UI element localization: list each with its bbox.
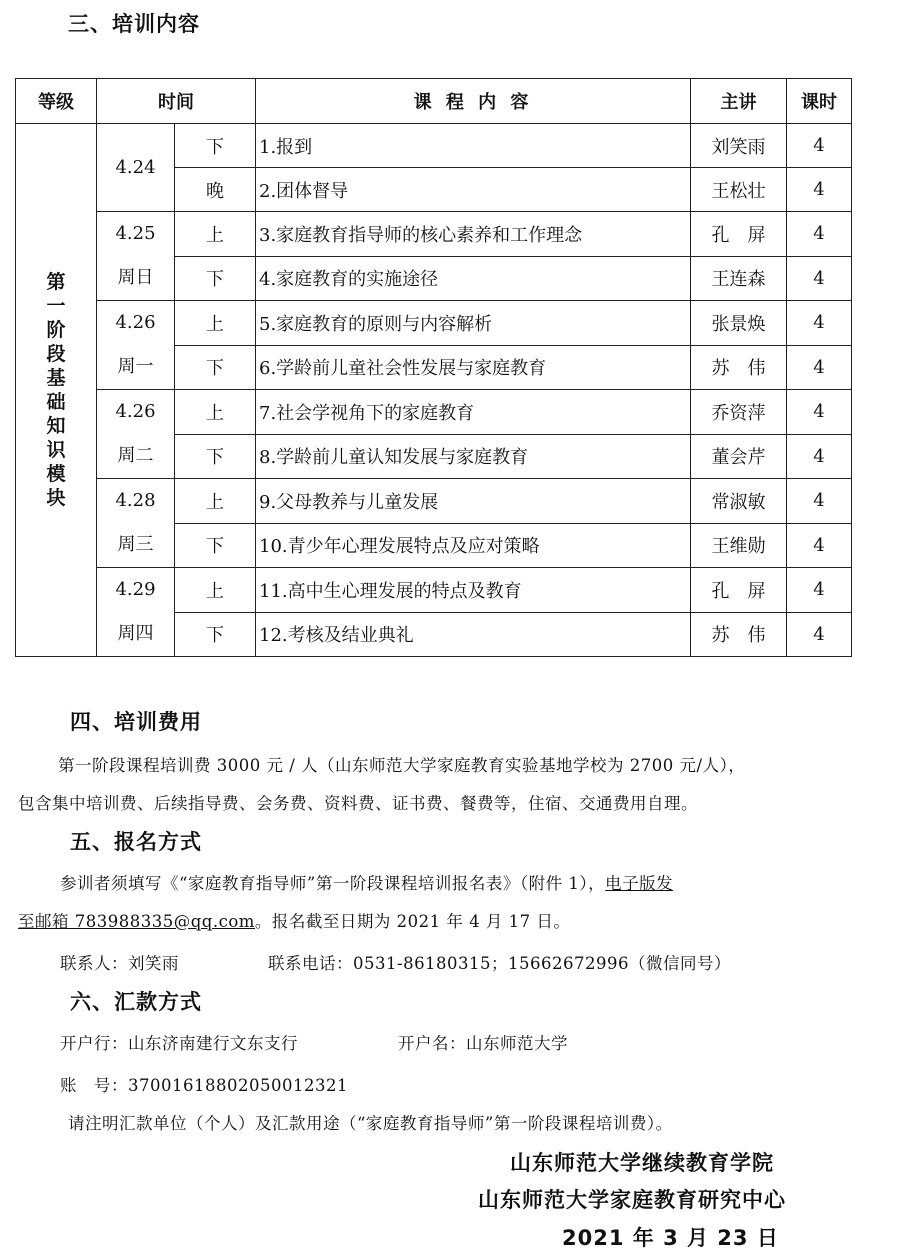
fee-line-1: 第一阶段课程培训费 3000 元 / 人（山东师范大学家庭教育实验基地学校为 2700 元/人）， [58,756,746,775]
period-cell: 下 [175,124,256,168]
period-cell: 上 [175,390,256,435]
hours-cell: 4 [787,168,852,212]
header-level: 等级 [16,79,97,124]
lecturer-cell: 董会芹 [691,434,787,479]
signature-org-2: 山东师范大学家庭教育研究中心 [478,1188,786,1212]
table-row [16,479,852,524]
day-cell [97,124,175,212]
lecturer-cell: 王连森 [691,256,787,301]
lecturer-cell: 孔 屏 [691,212,787,257]
stage-label: 第 一 阶 段 基 础 知 识 模 块 [46,271,66,509]
account-number: 账 号：37001618802050012321 [60,1076,348,1095]
day-weekday: 周三 [117,534,154,555]
period-cell: 下 [175,345,256,390]
registration-line-1 [60,870,673,894]
course-cell: 7.社会学视角下的家庭教育 [256,390,691,435]
lecturer-cell: 乔资萍 [691,390,787,435]
course-cell: 1.报到 [256,124,691,168]
day-cell [97,301,175,390]
hours-cell: 4 [787,479,852,524]
hours-cell: 4 [787,568,852,613]
table-row [16,568,852,613]
period-cell: 下 [175,612,256,657]
hours-cell: 4 [787,256,852,301]
fee-line-2: 包含集中培训费、后续指导费、会务费、资料费、证书费、餐费等，住宿、交通费用自理。 [18,794,698,813]
table-row [16,301,852,346]
day-weekday: 周日 [117,267,154,288]
day-date: 4.29 [115,579,156,600]
lecturer-cell: 张景焕 [691,301,787,346]
course-cell: 12.考核及结业典礼 [256,612,691,657]
contact-phone: 联系电话：0531-86180315；15662672996（微信同号） [268,954,732,973]
schedule-table [15,78,852,657]
lecturer-cell: 王松壮 [691,168,787,212]
day-weekday: 周一 [117,356,154,377]
signature-date: 2021 年 3 月 23 日 [562,1226,779,1250]
bank-name: 开户行：山东济南建行文东支行 [60,1034,298,1053]
section-3-title: 三、培训内容 [68,12,200,36]
period-cell: 下 [175,523,256,568]
day-cell [97,212,175,301]
section-4-title: 四、培训费用 [70,710,202,734]
hours-cell: 4 [787,301,852,346]
period-cell: 下 [175,434,256,479]
lecturer-cell: 苏 伟 [691,612,787,657]
course-cell: 5.家庭教育的原则与内容解析 [256,301,691,346]
course-cell: 9.父母教养与儿童发展 [256,479,691,524]
course-cell: 10.青少年心理发展特点及应对策略 [256,523,691,568]
lecturer-cell: 常淑敏 [691,479,787,524]
period-cell: 下 [175,256,256,301]
day-cell [97,568,175,657]
period-cell: 晚 [175,168,256,212]
hours-cell: 4 [787,345,852,390]
account-name: 开户名：山东师范大学 [398,1034,568,1053]
day-cell [97,390,175,479]
table-header-row [16,79,852,124]
day-weekday: 周二 [117,445,154,466]
day-cell [97,479,175,568]
course-cell: 4.家庭教育的实施途径 [256,256,691,301]
period-cell: 上 [175,212,256,257]
day-date: 4.26 [115,401,156,422]
lecturer-cell: 苏 伟 [691,345,787,390]
hours-cell: 4 [787,212,852,257]
hours-cell: 4 [787,523,852,568]
course-cell: 6.学龄前儿童社会性发展与家庭教育 [256,345,691,390]
header-lecturer: 主讲 [691,79,787,124]
registration-text: 参训者须填写《“家庭教育指导师”第一阶段课程培训报名表》（附件 1）， [60,874,606,893]
contact-person: 联系人：刘笑雨 [60,954,179,973]
deadline-text: 。报名截至日期为 2021 年 4 月 17 日。 [254,912,571,931]
hours-cell: 4 [787,434,852,479]
period-cell: 上 [175,301,256,346]
signature-org-1: 山东师范大学继续教育学院 [510,1151,774,1175]
section-6-title: 六、汇款方式 [70,990,202,1014]
table-row [16,124,852,168]
day-weekday: 周四 [117,623,154,644]
registration-line-2 [18,908,570,932]
day-date: 4.26 [115,312,156,333]
course-cell: 11.高中生心理发展的特点及教育 [256,568,691,613]
period-cell: 上 [175,479,256,524]
header-time: 时间 [97,79,256,124]
table-row [16,212,852,257]
period-cell: 上 [175,568,256,613]
hours-cell: 4 [787,612,852,657]
day-date: 4.25 [115,223,156,244]
course-cell: 8.学龄前儿童认知发展与家庭教育 [256,434,691,479]
email-link-part-2[interactable]: 至邮箱 783988335@qq.com [18,912,255,931]
hours-cell: 4 [787,390,852,435]
lecturer-cell: 孔 屏 [691,568,787,613]
course-cell: 2.团体督导 [256,168,691,212]
day-date: 4.28 [115,490,156,511]
stage-cell [16,124,97,657]
day-date: 4.24 [115,156,156,178]
email-link-part-1[interactable]: 电子版发 [605,874,674,893]
hours-cell: 4 [787,124,852,168]
header-content: 课 程 内 容 [256,79,691,124]
lecturer-cell: 王维勋 [691,523,787,568]
remittance-note: 请注明汇款单位（个人）及汇款用途（“家庭教育指导师”第一阶段课程培训费）。 [68,1114,673,1133]
header-hours: 课时 [787,79,852,124]
course-cell: 3.家庭教育指导师的核心素养和工作理念 [256,212,691,257]
lecturer-cell: 刘笑雨 [691,124,787,168]
table-row [16,390,852,435]
section-5-title: 五、报名方式 [70,830,202,854]
